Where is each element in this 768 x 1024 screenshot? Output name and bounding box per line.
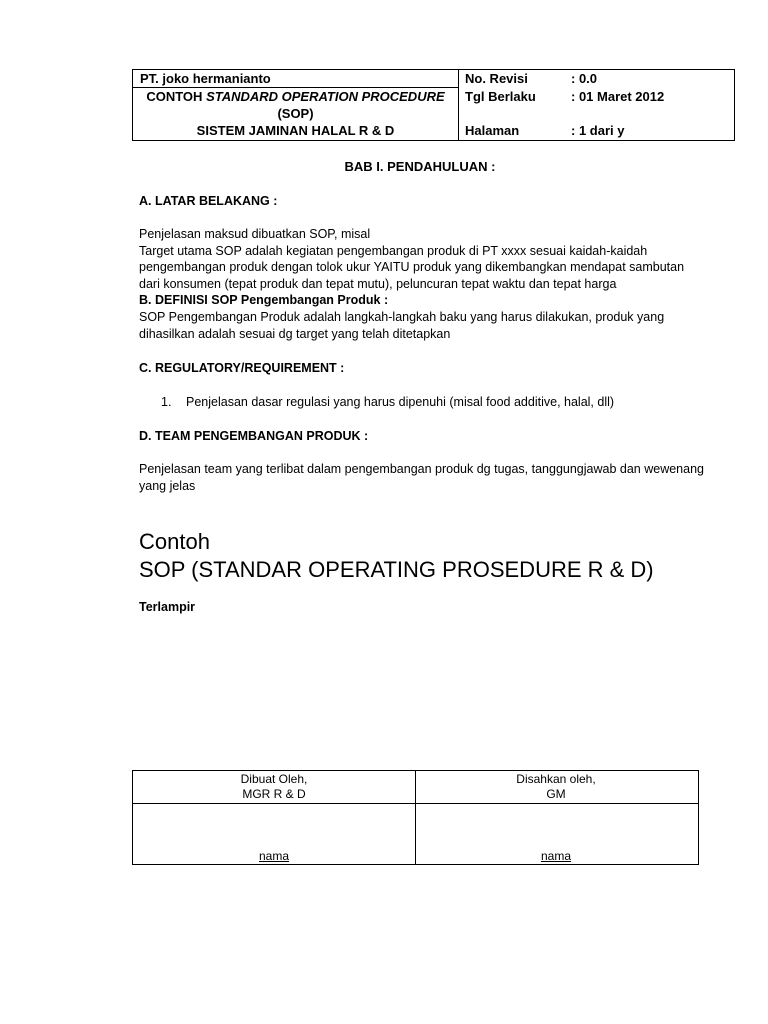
document-title: CONTOH STANDARD OPERATION PROCEDURE	[146, 89, 445, 104]
section-b-line: SOP Pengembangan Produk adalah langkah-langkah baku yang harus dilakukan, produk yang	[139, 310, 665, 324]
attachment-note: Terlampir	[139, 600, 196, 614]
section-b-body	[139, 309, 704, 342]
header-divider	[458, 70, 459, 140]
section-b-heading: B. DEFINISI SOP Pengembangan Produk :	[139, 293, 389, 307]
section-a-line: dari konsumen (tepat produk dan tepat mutu), peluncuran tepat waktu dan tepat harga	[139, 276, 617, 291]
list-number: 1.	[161, 395, 172, 409]
approved-by-name-cell	[415, 849, 697, 864]
section-b-line: dihasilkan adalah sesuai dg target yang telah ditetapkan	[139, 326, 451, 341]
chapter-title: BAB I. PENDAHULUAN :	[344, 159, 496, 174]
prepared-by-role: MGR R & D	[242, 787, 306, 801]
header-row-divider	[133, 87, 458, 88]
signature-row-divider	[133, 803, 698, 804]
approved-by-role: GM	[546, 787, 566, 801]
approved-by-label: Disahkan oleh,	[516, 772, 596, 786]
prepared-by-label: Dibuat Oleh,	[240, 772, 308, 786]
section-a-line: Penjelasan maksud dibuatkan SOP, misal	[139, 227, 371, 241]
sop-big-title	[139, 528, 654, 584]
prepared-by-name-cell	[133, 849, 415, 864]
document-title-sop: (SOP)	[277, 106, 314, 121]
prepared-by-cell	[133, 772, 415, 802]
document-header-table	[132, 69, 735, 141]
section-a-heading: A. LATAR BELAKANG :	[139, 194, 278, 208]
page-label: Halaman	[465, 123, 520, 138]
section-a-body	[139, 226, 704, 292]
list-text: Penjelasan dasar regulasi yang harus dipenuhi (misal food additive, halal, dll)	[186, 395, 615, 409]
big-title-line2: SOP (STANDAR OPERATING PROSEDURE R & D)	[139, 557, 654, 582]
big-title-line1: Contoh	[139, 529, 210, 554]
prepared-by-name: nama	[258, 849, 290, 863]
company-name: PT. joko hermanianto	[140, 71, 271, 86]
approved-by-name: nama	[540, 849, 572, 863]
approved-by-cell	[415, 772, 697, 802]
section-d-heading: D. TEAM PENGEMBANGAN PRODUK :	[139, 429, 369, 443]
section-a-line: Target utama SOP adalah kegiatan pengembangan produk di PT xxxx sesuai kaidah-kaidah	[139, 243, 648, 258]
page-value: : 1 dari y	[571, 123, 625, 138]
effective-date-label: Tgl Berlaku	[465, 89, 536, 104]
section-d-body: Penjelasan team yang terlibat dalam pengembangan produk dg tugas, tanggungjawab dan wewenang yang jelas	[139, 462, 704, 493]
document-system-title: SISTEM JAMINAN HALAL R & D	[196, 123, 395, 138]
section-a-line: pengembangan produk dengan tolok ukur YAITU produk yang dikembangkan mendapat sambutan	[139, 260, 685, 274]
effective-date-value: : 01 Maret 2012	[571, 89, 665, 104]
section-c-heading: C. REGULATORY/REQUIREMENT :	[139, 361, 345, 375]
revision-value: : 0.0	[571, 71, 598, 86]
signature-table	[132, 770, 699, 865]
revision-label: No. Revisi	[465, 71, 528, 86]
